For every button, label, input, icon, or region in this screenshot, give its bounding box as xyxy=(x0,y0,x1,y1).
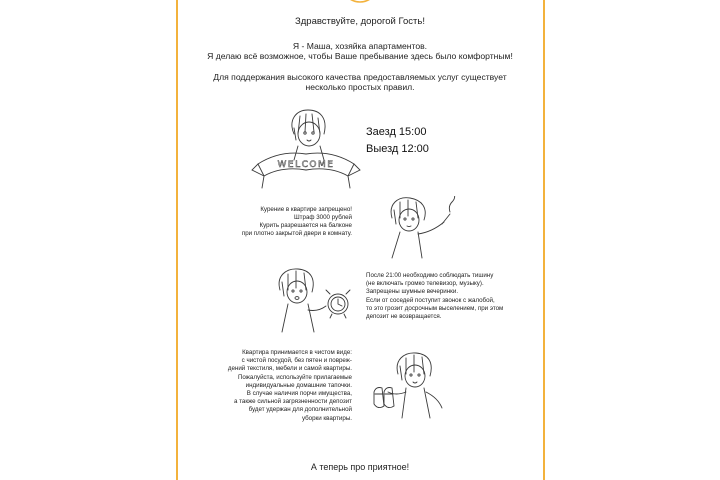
greeting-text: Здравствуйте, дорогой Гость! xyxy=(295,16,425,27)
rule-line: После 21:00 необходимо соблюдать тишину xyxy=(366,272,494,279)
rule-line: то это грозит досрочным выселением, при этом xyxy=(366,304,504,312)
alarm-clock-drawing xyxy=(268,266,360,336)
intro-paragraph xyxy=(180,41,540,62)
cleanliness-rule xyxy=(186,349,352,423)
checkin-checkout-times xyxy=(366,124,429,157)
rule-line: Курить разрешается на балконе xyxy=(259,222,352,230)
smoking-rule xyxy=(190,206,352,238)
smoking-drawing xyxy=(378,196,460,262)
rule-line: Штраф 3000 рублей xyxy=(294,214,352,222)
left-border-line xyxy=(176,0,178,480)
rule-line: будет удержан для дополнительной xyxy=(248,406,352,414)
intro-line: Я - Маша, хозяйка апартаментов. xyxy=(292,41,428,51)
intro-line: Я делаю всё возможное, чтобы Ваше пребывание здесь было комфортным! xyxy=(207,51,513,62)
rules-intro-paragraph xyxy=(180,72,540,93)
rule-line: дений текстиля, мебели и самой квартиры. xyxy=(227,365,352,373)
rule-line: индивидуальные домашние тапочки. xyxy=(245,381,352,389)
right-border-line xyxy=(543,0,545,480)
rules-intro-line: несколько простых правил. xyxy=(305,82,415,93)
quiet-hours-rule xyxy=(366,272,503,321)
rule-line: с чистой посудой, без пятен и повреж- xyxy=(241,357,352,365)
rule-line: а также сильной загрязненности депозит xyxy=(233,398,352,406)
checkout-time: Выезд 12:00 xyxy=(366,142,429,155)
rule-line: Квартира принимается в чистом виде: xyxy=(242,349,352,356)
rule-line: Курение в квартире запрещено! xyxy=(260,206,352,213)
rule-line: при плотно закрытой двери в комнату. xyxy=(241,230,352,238)
rule-line: уборки квартиры. xyxy=(301,414,352,422)
rule-line: Если от соседей поступит звонок с жалобой, xyxy=(366,296,495,304)
slippers-drawing xyxy=(366,352,456,422)
logo-emblem xyxy=(336,0,384,8)
welcome-girl-illustration xyxy=(250,104,362,196)
rule-line: Запрещены шумные вечеринки. xyxy=(366,288,459,296)
rule-line: депозит не возвращается. xyxy=(366,312,442,320)
slippers-girl-illustration xyxy=(366,352,456,422)
rule-line: В случае наличия порчи имущества, xyxy=(246,389,352,397)
closing-text: А теперь про приятное! xyxy=(310,462,410,472)
checkin-time: Заезд 15:00 xyxy=(366,126,427,138)
rule-line: Пожалуйста, используйте прилагаемые xyxy=(237,373,352,381)
alarm-clock-girl-illustration xyxy=(268,266,360,336)
rules-intro-line: Для поддержания высокого качества предоставляемых услуг существует xyxy=(213,72,507,82)
smoking-girl-illustration xyxy=(378,196,460,262)
welcome-drawing xyxy=(250,104,362,196)
welcome-banner-text: WELCOME xyxy=(277,160,335,170)
rule-line: (не включать громко телевизор, музыку). xyxy=(366,280,484,288)
